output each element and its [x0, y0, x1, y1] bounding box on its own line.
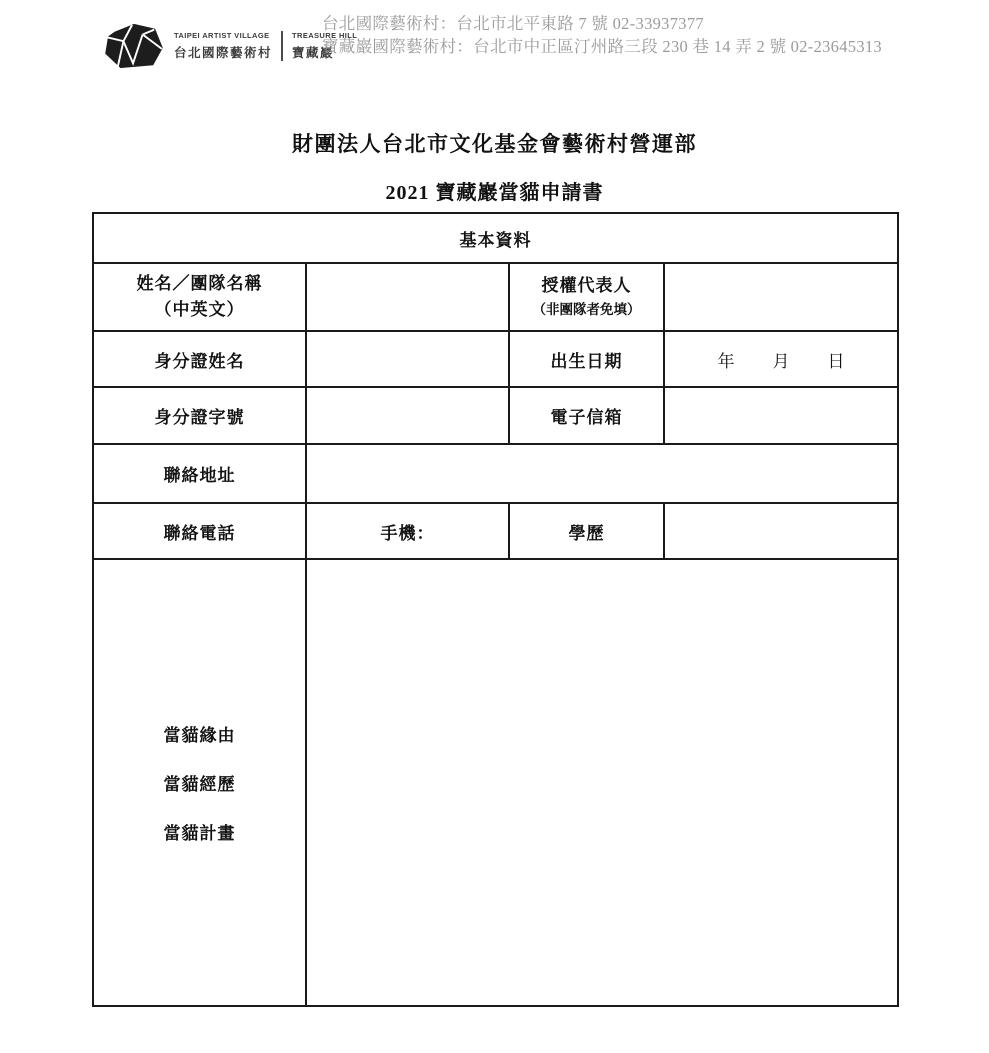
birth-date-input-cell	[664, 331, 898, 387]
letterhead-logo	[103, 22, 357, 70]
email-input-cell	[664, 387, 898, 444]
logo-divider	[281, 31, 283, 61]
representative-label-line1: 授權代表人	[541, 276, 632, 296]
education-input-cell	[664, 503, 898, 559]
logo-title-zh-tav: 台北國際藝術村	[174, 46, 273, 60]
logo-title-zh-th: 寶藏巖	[292, 46, 335, 60]
birth-date-year-label: 年	[717, 351, 735, 371]
birth-date-label-cell: 出生日期	[509, 331, 664, 387]
id-name-input-cell	[306, 331, 509, 387]
essay-label-reason: 當貓緣由	[163, 726, 236, 745]
email-label-cell: 電子信箱	[509, 387, 664, 444]
name-label-line2: （中英文）	[154, 300, 245, 319]
id-name-label-cell: 身分證姓名	[93, 331, 306, 387]
contact-line-th: 寶藏巖國際藝術村：台北市中正區汀州路三段 230 巷 14 弄 2 號 02-23645313	[322, 37, 882, 56]
phone-input-cell: 手機：	[306, 503, 509, 559]
essay-label-experience: 當貓經歷	[163, 775, 236, 794]
address-input-cell	[306, 444, 898, 503]
contact-line-tav: 台北國際藝術村：台北市北平東路 7 號 02-33937377	[322, 14, 704, 33]
education-label-cell: 學歷	[509, 503, 664, 559]
address-label-cell: 聯絡地址	[93, 444, 306, 503]
representative-input-cell	[664, 263, 898, 331]
essay-input-cell	[306, 559, 898, 1006]
id-number-label-cell: 身分證字號	[93, 387, 306, 444]
organization-title: 財團法人台北市文化基金會藝術村營運部	[292, 132, 697, 156]
faceted-gem-icon	[103, 22, 165, 70]
id-number-input-cell	[306, 387, 509, 444]
phone-label-cell: 聯絡電話	[93, 503, 306, 559]
contact-info	[322, 12, 882, 58]
birth-date-day-label: 日	[827, 351, 845, 371]
name-input-cell	[306, 263, 509, 331]
logo-title-en-tav: TAIPEI ARTIST VILLAGE	[174, 31, 270, 40]
application-form-table	[92, 212, 899, 1007]
name-label-line1: 姓名／團隊名稱	[136, 273, 263, 293]
essay-label-cell	[93, 559, 306, 1006]
form-title: 2021 寶藏巖當貓申請書	[385, 182, 604, 204]
representative-label-cell	[509, 263, 664, 331]
section-header-basic-info: 基本資料	[93, 213, 898, 263]
name-label-cell	[93, 263, 306, 331]
representative-label-line2: （非團隊者免填）	[532, 301, 641, 317]
logo-title-en-th: TREASURE HILL	[292, 31, 358, 40]
birth-date-month-label: 月	[772, 351, 790, 371]
essay-label-plan: 當貓計畫	[163, 824, 236, 843]
